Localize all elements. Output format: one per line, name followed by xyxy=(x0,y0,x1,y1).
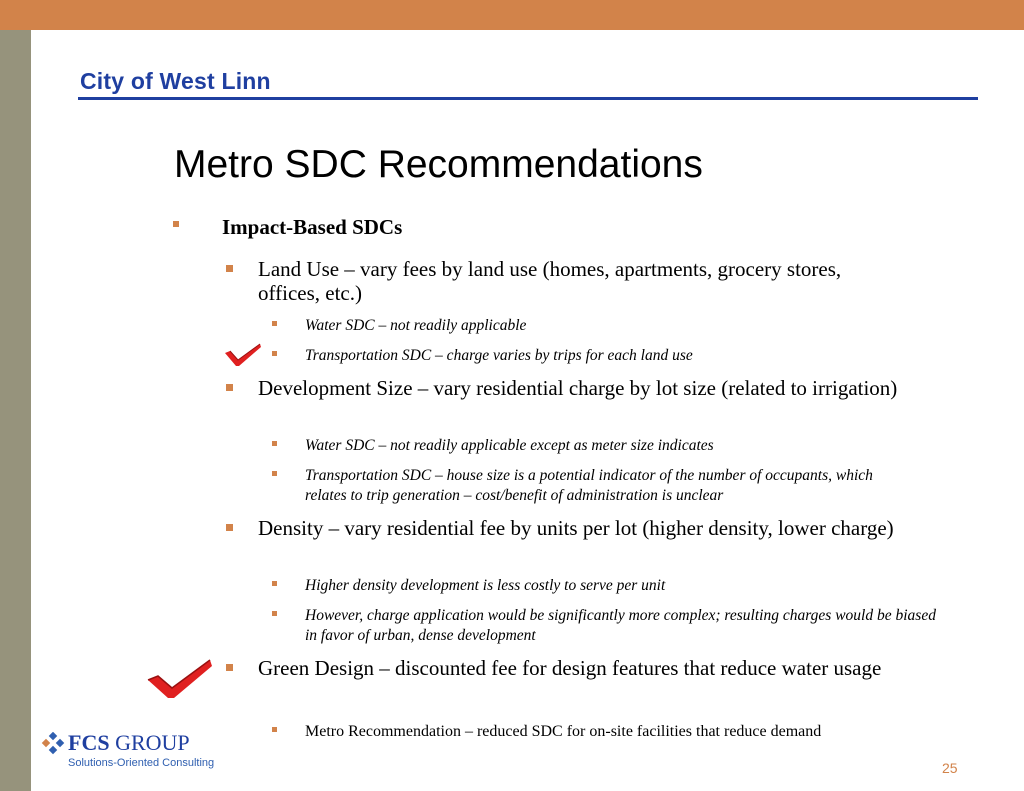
bullet-icon xyxy=(272,321,277,326)
sub-list-item xyxy=(305,576,925,596)
sub-list-item xyxy=(305,436,925,456)
checkmark-icon xyxy=(224,343,262,367)
bullet-icon xyxy=(272,611,277,616)
list-item xyxy=(258,516,948,540)
sub-item-text: Water SDC – not readily applicable except as meter size indicates xyxy=(305,437,714,454)
sub-list-item xyxy=(305,466,915,506)
logo-group: GROUP xyxy=(115,730,190,755)
sub-item-text: Transportation SDC – charge varies by trips for each land use xyxy=(305,347,693,364)
header-title: City of West Linn xyxy=(80,68,271,94)
sub-item-text: Water SDC – not readily applicable xyxy=(305,317,527,334)
bullet-icon xyxy=(272,581,277,586)
main-bullet xyxy=(222,215,402,240)
list-item xyxy=(258,376,918,400)
bullet-icon xyxy=(226,664,233,671)
list-item xyxy=(258,656,908,680)
bullet-icon xyxy=(272,471,277,476)
bullet-icon xyxy=(226,265,233,272)
sub-list-item xyxy=(305,316,925,336)
header-divider xyxy=(78,97,978,100)
bullet-icon xyxy=(173,221,179,227)
page-number: 25 xyxy=(942,760,958,776)
list-item xyxy=(258,257,898,305)
sub-item-text: Transportation SDC – house size is a potential indicator of the number of occupants, which relates to trip generation – cost/benefit of administration is unclear xyxy=(305,467,873,504)
bullet-icon xyxy=(272,727,277,732)
list-item-text: Land Use – vary fees by land use (homes, apartments, grocery stores, offices, etc.) xyxy=(258,257,842,305)
main-bullet-label: Impact-Based SDCs xyxy=(222,215,403,239)
sub-item-text: Metro Recommendation – reduced SDC for on-site facilities that reduce demand xyxy=(305,723,822,740)
top-accent-bar xyxy=(0,0,1024,30)
sub-item-text: However, charge application would be significantly more complex; resulting charges would be biased in favor of urban, dense development xyxy=(305,607,936,644)
logo-brand: FCS xyxy=(68,730,110,755)
sub-list-item xyxy=(305,722,905,742)
sub-list-item xyxy=(305,606,945,646)
bullet-icon xyxy=(226,524,233,531)
slide-title: Metro SDC Recommendations xyxy=(174,143,703,186)
logo-tagline: Solutions-Oriented Consulting xyxy=(68,757,215,769)
list-item-text: Green Design – discounted fee for design features that reduce water usage xyxy=(258,656,882,680)
diamond-cluster-icon xyxy=(41,732,65,756)
bullet-icon xyxy=(272,441,277,446)
list-item-text: Density – vary residential fee by units per lot (higher density, lower charge) xyxy=(258,516,894,540)
logo-name xyxy=(68,730,190,756)
checkmark-icon xyxy=(146,658,214,700)
sub-item-text: Higher density development is less costly to serve per unit xyxy=(305,577,666,594)
list-item-text: Development Size – vary residential charge by lot size (related to irrigation) xyxy=(258,376,898,400)
bullet-icon xyxy=(272,351,277,356)
side-accent-bar xyxy=(0,30,31,791)
bullet-icon xyxy=(226,384,233,391)
sub-list-item xyxy=(305,346,925,366)
